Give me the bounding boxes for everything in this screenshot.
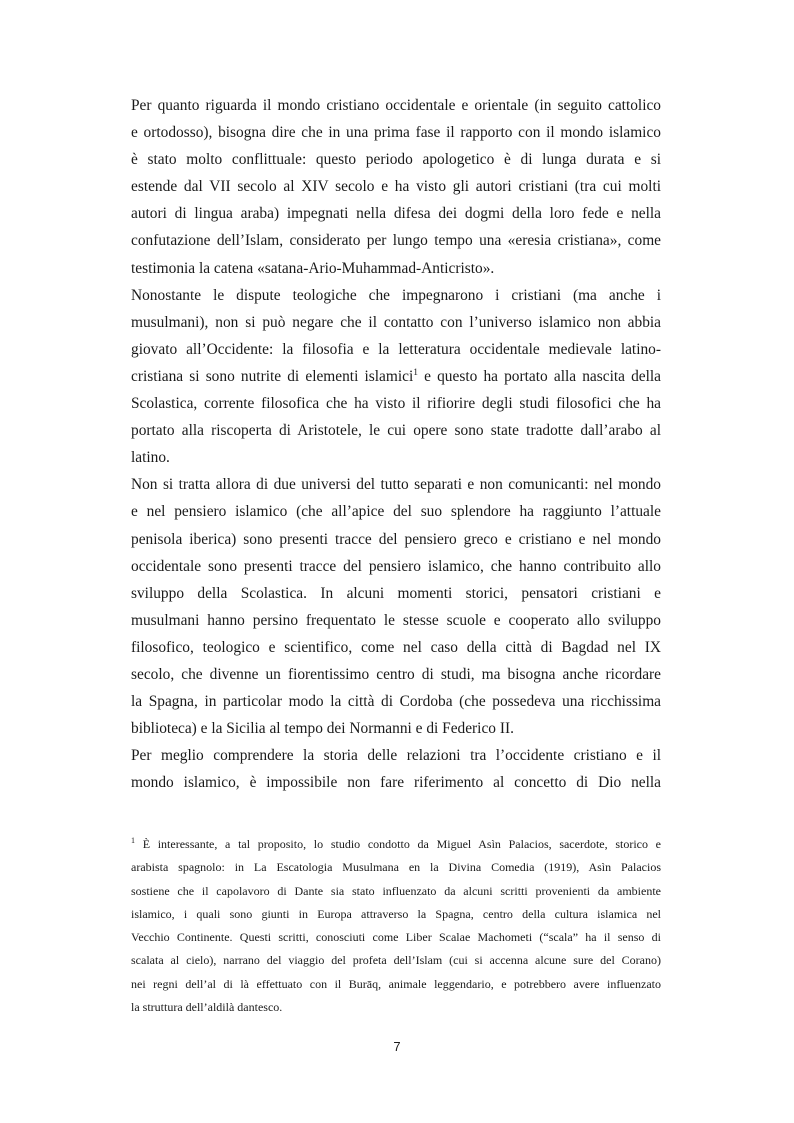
paragraph-1 (131, 92, 661, 282)
text-line: confutazione dell’Islam, considerato per lungo tempo una «eresia cristiana», come (131, 232, 661, 250)
text-line-with-footnote (131, 363, 661, 390)
text-line: filosofico, teologico e scientifico, come nel caso della città di Bagdad nel IX (131, 638, 661, 656)
text-line: musulmani), non si può negare che il contatto con l’universo islamico non abbia (131, 313, 661, 331)
text-line: biblioteca) e la Sicilia al tempo dei Normanni e di Federico II. (131, 720, 514, 738)
text-line: Nonostante le dispute teologiche che impegnarono i cristiani (ma anche i (131, 286, 661, 304)
text-line: la Spagna, in particolar modo la città di Cordoba (che possedeva una ricchissima (131, 693, 661, 711)
footnote-line: sostiene che il capolavoro di Dante sia stato influenzato da alcuni scritti provenienti da ambiente (131, 883, 661, 898)
text-line: e nel pensiero islamico (che all’apice del suo splendore ha raggiunto l’attuale (131, 503, 661, 521)
paragraph-2 (131, 282, 661, 472)
page-number: 7 (393, 1039, 401, 1054)
text-segment: cristiana si sono nutrite di elementi islamici (131, 367, 414, 385)
footnote-line: nei regni dell’al di là effettuato con il Burāq, animale leggendario, e potrebbero avere influenzato (131, 976, 661, 991)
text-line: latino. (131, 449, 170, 467)
paragraph-4 (131, 742, 661, 796)
body-text (131, 92, 661, 796)
footnote-number: 1 (131, 836, 135, 845)
text-segment: e questo ha portato alla nascita della (417, 367, 662, 385)
text-line: è stato molto conflittuale: questo periodo apologetico è di lunga durata e si (131, 151, 661, 169)
text-line: giovato all’Occidente: la filosofia e la letteratura occidentale medievale latino- (131, 340, 661, 358)
text-line: musulmani hanno persino frequentato le stesse scuole e cooperato allo sviluppo (131, 611, 661, 629)
text-line: Non si tratta allora di due universi del tutto separati e non comunicanti: nel mondo (131, 476, 661, 494)
footnote-line: la struttura dell’aldilà dantesco. (131, 1000, 283, 1015)
text-line: penisola iberica) sono presenti tracce del pensiero greco e cristiano e nel mondo (131, 530, 661, 548)
text-line: estende dal VII secolo al XIV secolo e ha visto gli autori cristiani (tra cui molti (131, 178, 661, 196)
text-line: Per meglio comprendere la storia delle relazioni tra l’occidente cristiano e il (131, 747, 661, 765)
text-line: occidentale sono presenti tracce del pensiero islamico, che hanno contribuito allo (131, 557, 661, 575)
footnote-line: Vecchio Continente. Questi scritti, conosciuti come Liber Scalae Machometi (“scala” ha il senso di (131, 930, 661, 945)
text-line: Per quanto riguarda il mondo cristiano occidentale e orientale (in seguito cattolico (131, 97, 661, 114)
text-line: sviluppo della Scolastica. In alcuni momenti storici, pensatori cristiani e (131, 584, 661, 602)
footnote-reference[interactable]: 1 (413, 367, 418, 378)
text-line: testimonia la catena «satana-Ario-Muhammad-Anticristo». (131, 259, 495, 277)
text-segment: È interessante, a tal proposito, lo studio condotto da Miguel Asìn Palacios, sacerdote, storico e (135, 837, 661, 851)
footnote-line (131, 833, 661, 856)
text-line: autori di lingua araba) impegnati nella difesa dei dogmi della loro fede e nella (131, 205, 661, 223)
text-line: mondo islamico, è impossibile non fare riferimento al concetto di Dio nella (131, 774, 661, 792)
text-line: e ortodosso), bisogna dire che in una prima fase il rapporto con il mondo islamico (131, 124, 661, 142)
footnote-line: islamico, i quali sono giunti in Europa attraverso la Spagna, centro della cultura islamica nel (131, 906, 661, 921)
text-line: portato alla riscoperta di Aristotele, le cui opere sono state tradotte dall’arabo al (131, 422, 661, 440)
text-line: secolo, che divenne un fiorentissimo centro di studi, ma bisogna anche ricordare (131, 665, 661, 683)
footnote-line: arabista spagnolo: in La Escatologia Musulmana en la Divina Comedia (1919), Asìn Palacios (131, 860, 661, 875)
paragraph-3 (131, 471, 661, 742)
footnote-line: scalata al cielo), narrano del viaggio del profeta dell’Islam (cui si accenna alcune sure del Corano) (131, 953, 661, 968)
footnote-section (131, 833, 661, 1019)
text-line: Scolastica, corrente filosofica che ha visto il rifiorire degli studi filosofici che ha (131, 395, 661, 413)
